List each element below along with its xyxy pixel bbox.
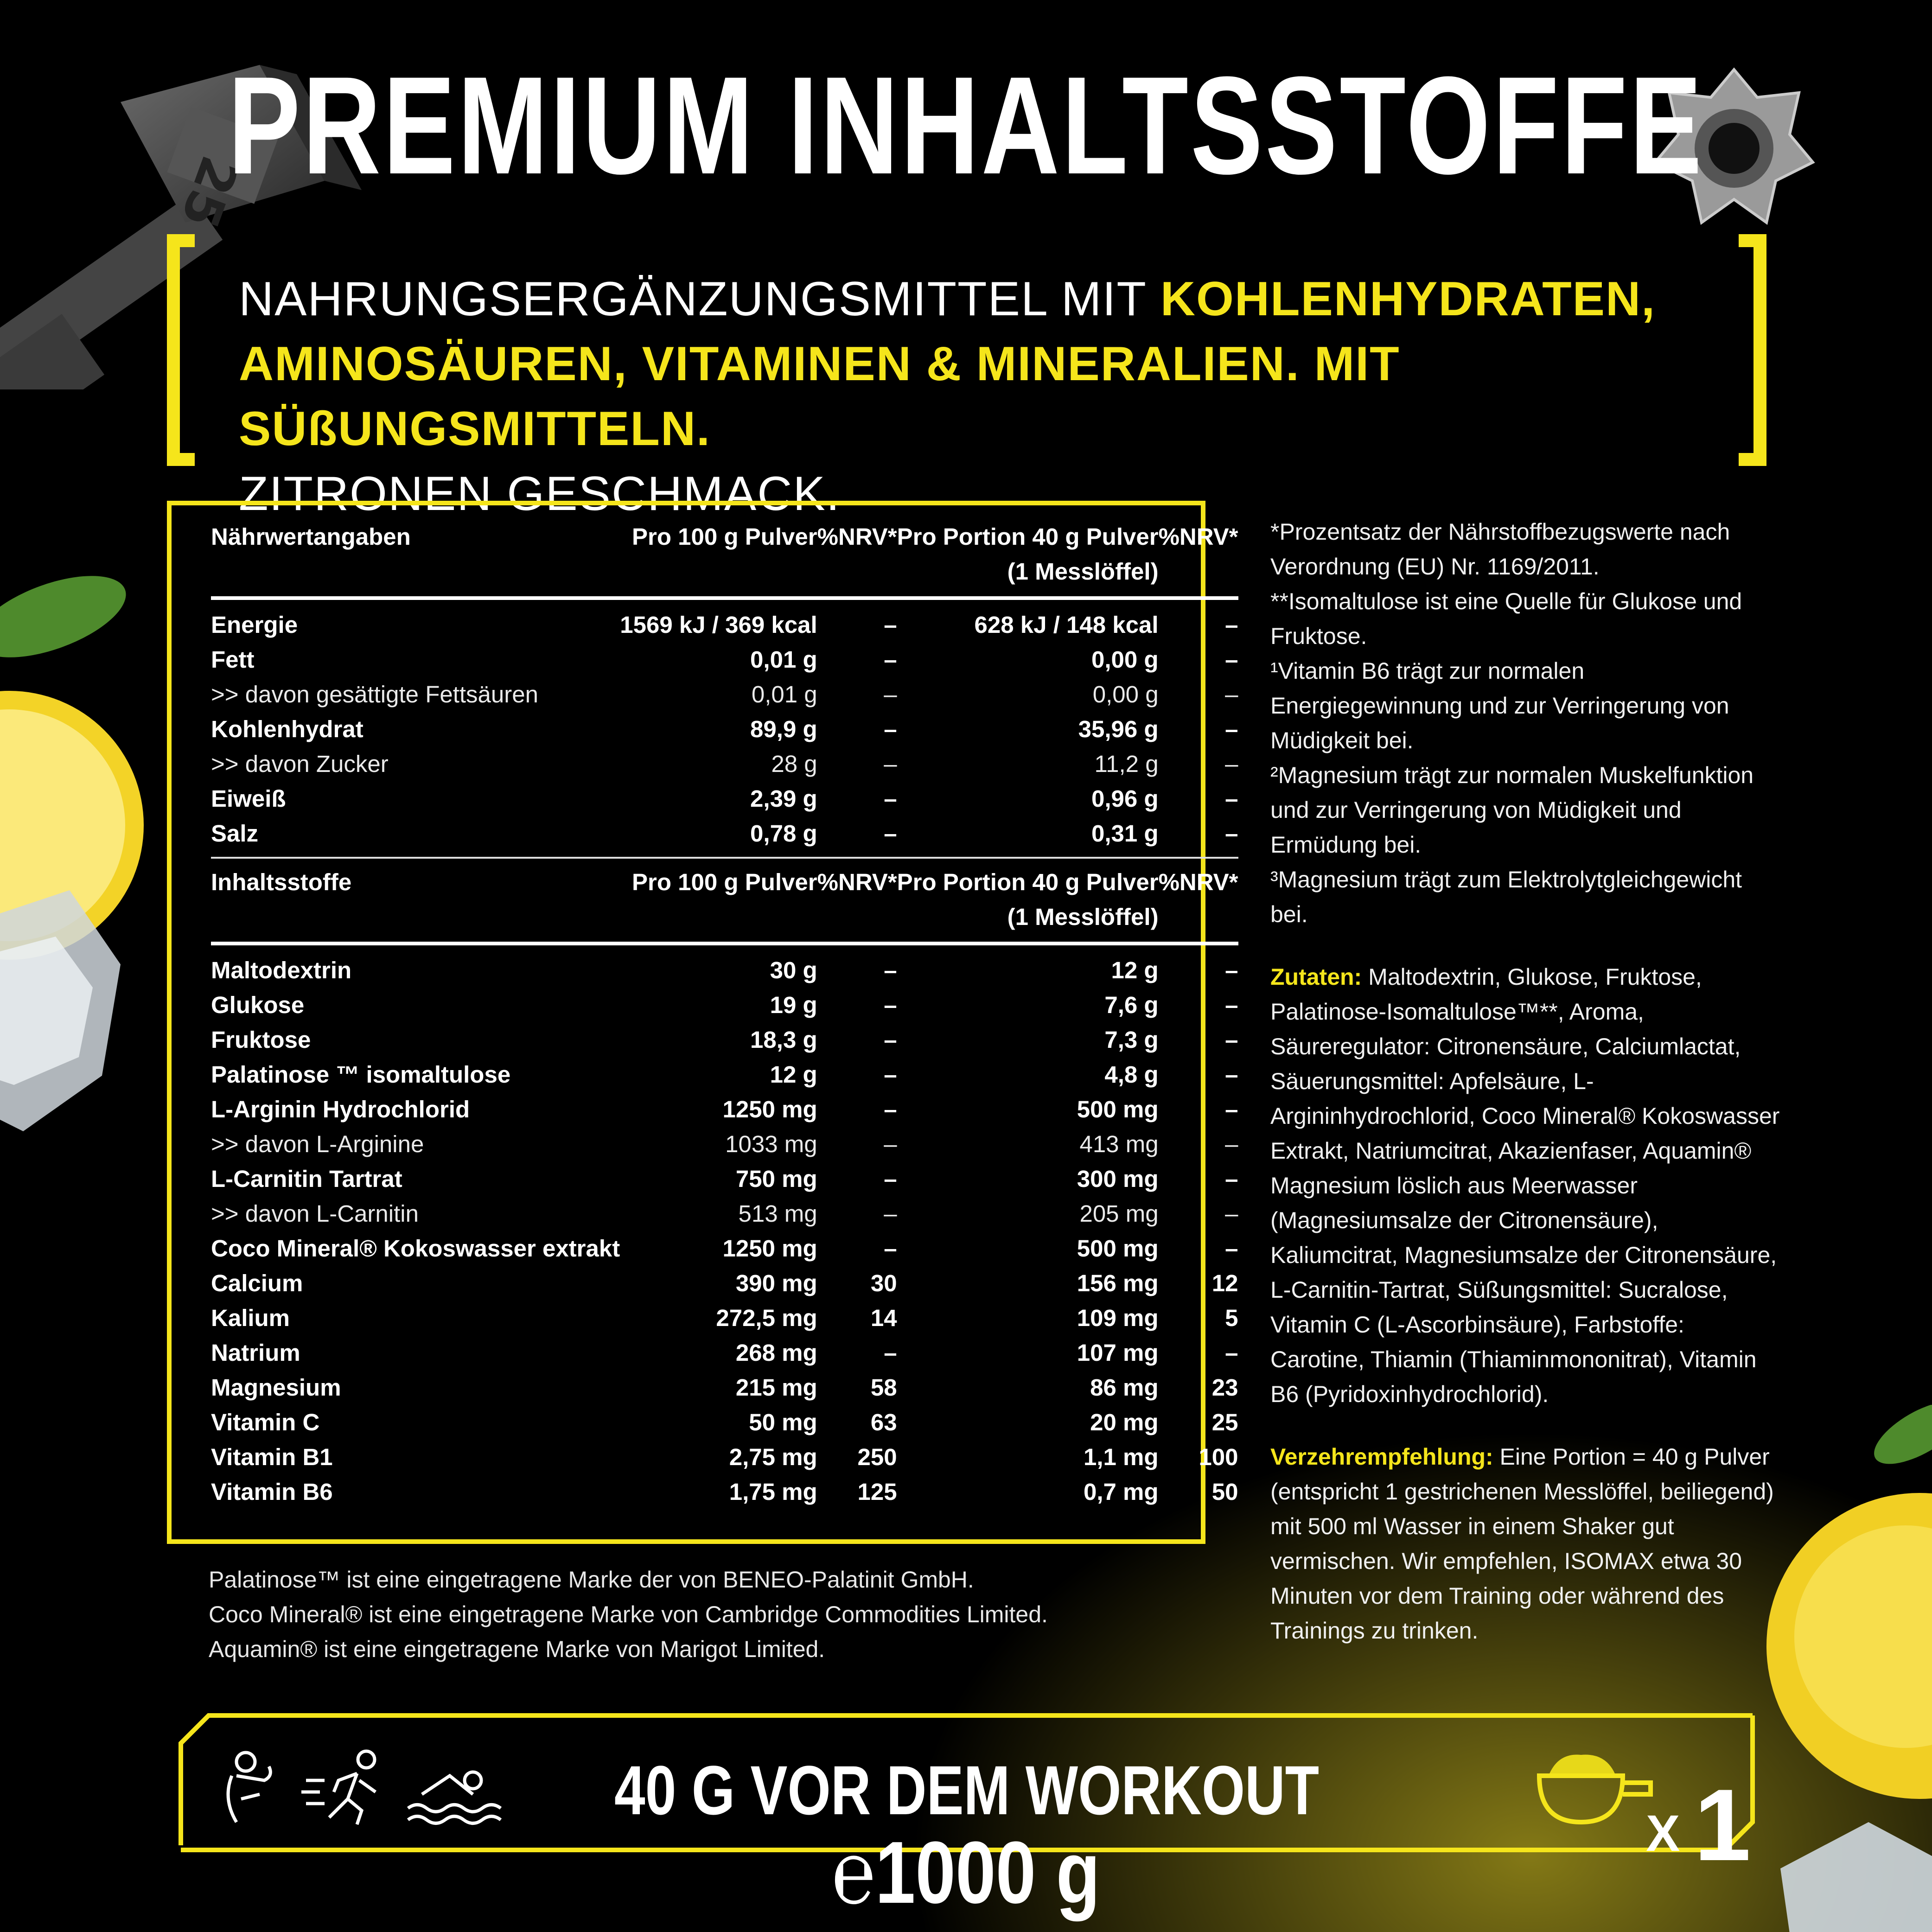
- row-per100: 28 g: [771, 751, 817, 777]
- row-portion: 0,00 g: [1091, 646, 1159, 673]
- table-row: [211, 642, 1238, 677]
- row-nrv100: –: [884, 785, 897, 812]
- row-portion: 11,2 g: [1094, 751, 1159, 777]
- table-row: [211, 1057, 1238, 1092]
- row-nrvportion: –: [1225, 681, 1238, 708]
- times-number: 1: [1694, 1768, 1751, 1882]
- column-header-nrv100: %NRV*: [817, 869, 897, 895]
- row-portion: 35,96 g: [1078, 716, 1159, 742]
- row-nrv100: 30: [870, 1270, 897, 1296]
- note-line: ¹Vitamin B6 trägt zur normalen Energiegewinnung und zur Verringerung von Müdigkeit bei.: [1270, 658, 1729, 753]
- row-nrvportion: –: [1225, 1166, 1238, 1192]
- row-name: Natrium: [211, 1339, 300, 1366]
- empty-cell: [817, 899, 897, 934]
- row-nrv100: –: [884, 1339, 897, 1366]
- table-row: [211, 746, 1238, 781]
- row-nrv100: –: [884, 612, 897, 638]
- empty-cell: [620, 554, 817, 589]
- row-name: Vitamin B6: [211, 1479, 333, 1505]
- row-nrvportion: –: [1225, 612, 1238, 638]
- row-portion: 12 g: [1111, 957, 1159, 983]
- row-per100: 18,3 g: [750, 1027, 817, 1053]
- product-description-box: [167, 234, 1766, 521]
- row-nrvportion: –: [1225, 1235, 1238, 1262]
- column-header-nrv100: %NRV*: [817, 523, 897, 550]
- footnote-line: Palatinose™ ist eine eingetragene Marke der von BENEO-Palatinit GmbH.: [209, 1567, 974, 1593]
- table-header-row: [211, 865, 1238, 899]
- row-nrv100: –: [884, 1096, 897, 1122]
- row-nrv100: –: [884, 681, 897, 708]
- row-portion: 156 mg: [1077, 1270, 1159, 1296]
- row-per100: 1569 kJ / 369 kcal: [620, 612, 817, 638]
- table-row: [211, 1370, 1238, 1405]
- row-nrv100: –: [884, 820, 897, 847]
- row-nrv100: –: [884, 992, 897, 1018]
- row-portion: 413 mg: [1079, 1131, 1159, 1157]
- table-row: [211, 607, 1238, 642]
- scoop-icon: [1530, 1739, 1655, 1831]
- row-portion: 7,3 g: [1104, 1027, 1159, 1053]
- ingredients-paragraph: [1270, 960, 1780, 1412]
- row-nrv100: –: [884, 1166, 897, 1192]
- column-header-sub: (1 Messlöffel): [1007, 558, 1159, 585]
- row-portion: 109 mg: [1077, 1305, 1159, 1331]
- row-portion: 0,7 mg: [1083, 1479, 1159, 1505]
- empty-cell: [1159, 554, 1238, 589]
- table-row: [211, 677, 1238, 712]
- table-header-subrow: [211, 899, 1238, 934]
- row-per100: 390 mg: [735, 1270, 817, 1296]
- row-portion: 628 kJ / 148 kcal: [974, 612, 1159, 638]
- row-per100: 272,5 mg: [716, 1305, 817, 1331]
- divider-cell: [211, 589, 1238, 607]
- row-nrv100: –: [884, 1061, 897, 1088]
- row-name: L-Carnitin Tartrat: [211, 1166, 402, 1192]
- row-nrvportion: 23: [1211, 1374, 1238, 1401]
- note-line: ²Magnesium trägt zur normalen Muskelfunktion und zur Verringerung von Müdigkeit und Ermüdung bei.: [1270, 762, 1754, 858]
- ingredients-label: Zutaten:: [1270, 964, 1362, 990]
- row-per100: 12 g: [770, 1061, 817, 1088]
- table-row: [211, 1440, 1238, 1474]
- row-name: Fett: [211, 646, 255, 673]
- usage-text: Eine Portion = 40 g Pulver (entspricht 1 gestrichenen Messlöffel, beiliegend) mit 500 ml Wasser in einem Shaker gut vermischen. Wir empfehlen, ISOMAX etwa 30 Minuten vor dem Training oder während des Trainings zu trinken.: [1270, 1444, 1774, 1644]
- row-name: L-Arginin Hydrochlorid: [211, 1096, 470, 1122]
- dumbbell-weight-label: 25: [169, 148, 249, 236]
- row-nrv100: 58: [870, 1374, 897, 1401]
- row-nrvportion: –: [1225, 1027, 1238, 1053]
- table-row: [211, 816, 1238, 851]
- row-per100: 50 mg: [749, 1409, 817, 1435]
- row-name: >> davon L-Arginine: [211, 1131, 424, 1157]
- row-portion: 86 mg: [1090, 1374, 1159, 1401]
- column-header-per100: Pro 100 g Pulver: [631, 869, 817, 895]
- column-header-nrvportion: %NRV*: [1158, 523, 1238, 550]
- row-nrv100: –: [884, 1131, 897, 1157]
- lemon-ice-left-decor: [0, 556, 148, 1205]
- row-name: >> davon Zucker: [211, 751, 389, 777]
- table-header-subrow: [211, 554, 1238, 589]
- row-nrvportion: –: [1225, 1339, 1238, 1366]
- table-row: [211, 1301, 1238, 1335]
- empty-cell: [211, 899, 620, 934]
- row-nrvportion: 25: [1211, 1409, 1238, 1435]
- row-nrvportion: –: [1225, 1200, 1238, 1227]
- table-row: [211, 1266, 1238, 1301]
- row-nrvportion: 5: [1225, 1305, 1238, 1331]
- row-per100: 1250 mg: [722, 1235, 817, 1262]
- column-header-nrvportion: %NRV*: [1158, 869, 1238, 895]
- trademark-footnotes: [209, 1562, 1229, 1667]
- row-portion: 7,6 g: [1104, 992, 1159, 1018]
- divider-line: [211, 857, 1238, 859]
- row-nrvportion: –: [1225, 751, 1238, 777]
- row-nrvportion: 100: [1199, 1444, 1238, 1470]
- footnote-line: Aquamin® ist eine eingetragene Marke von Marigot Limited.: [209, 1636, 825, 1662]
- row-nrv100: 250: [857, 1444, 897, 1470]
- row-nrvportion: –: [1225, 1096, 1238, 1122]
- description-line1-yellow: KOHLENHYDRATEN,: [1160, 272, 1656, 326]
- page-title: PREMIUM INHALTSSTOFFE: [228, 47, 1704, 203]
- row-name: Calcium: [211, 1270, 303, 1296]
- row-portion: 4,8 g: [1104, 1061, 1159, 1088]
- row-portion: 0,31 g: [1091, 820, 1159, 847]
- empty-cell: [211, 554, 620, 589]
- header-divider: [211, 589, 1238, 607]
- row-per100: 215 mg: [735, 1374, 817, 1401]
- row-nrvportion: –: [1225, 785, 1238, 812]
- divider-cell: [211, 851, 1238, 865]
- row-portion: 1,1 mg: [1083, 1444, 1159, 1470]
- row-portion: 0,00 g: [1092, 681, 1159, 708]
- empty-cell: [1159, 899, 1238, 934]
- row-name: Glukose: [211, 992, 305, 1018]
- table-header-row: [211, 519, 1238, 554]
- footnote-line: Coco Mineral® ist eine eingetragene Marke von Cambridge Commodities Limited.: [209, 1601, 1048, 1627]
- description-line1-white: NAHRUNGSERGÄNZUNGSMITTEL MIT: [239, 272, 1160, 326]
- note-line: *Prozentsatz der Nährstoffbezugswerte nach Verordnung (EU) Nr. 1169/2011.: [1270, 519, 1730, 580]
- table-row: [211, 1127, 1238, 1161]
- empty-cell: [817, 554, 897, 589]
- table-row: [211, 1161, 1238, 1196]
- row-nrvportion: –: [1225, 646, 1238, 673]
- row-portion: 300 mg: [1077, 1166, 1159, 1192]
- usage-paragraph: [1270, 1440, 1780, 1648]
- row-nrv100: –: [884, 957, 897, 983]
- row-name: Coco Mineral® Kokoswasser extrakt: [211, 1235, 620, 1262]
- row-per100: 89,9 g: [750, 716, 817, 742]
- table-row: [211, 781, 1238, 816]
- row-name: Vitamin C: [211, 1409, 320, 1435]
- row-name: Palatinose ™ isomaltulose: [211, 1061, 511, 1088]
- divider-line: [211, 942, 1238, 945]
- column-header-sub: (1 Messlöffel): [1007, 904, 1159, 930]
- row-name: Magnesium: [211, 1374, 341, 1401]
- table-row: [211, 1405, 1238, 1440]
- column-header-name: Nährwertangaben: [211, 523, 411, 550]
- row-name: Fruktose: [211, 1027, 311, 1053]
- table-row: [211, 1022, 1238, 1057]
- row-portion: 0,96 g: [1091, 785, 1159, 812]
- note-line: ³Magnesium trägt zum Elektrolytgleichgewicht bei.: [1270, 867, 1742, 927]
- table-row: [211, 953, 1238, 988]
- product-description: [239, 267, 1746, 526]
- row-per100: 1250 mg: [722, 1096, 817, 1122]
- row-per100: 2,39 g: [750, 785, 817, 812]
- header-divider: [211, 934, 1238, 953]
- row-per100: 1033 mg: [725, 1131, 817, 1157]
- row-nrv100: 14: [870, 1305, 897, 1331]
- row-nrv100: –: [884, 716, 897, 742]
- row-portion: 500 mg: [1077, 1096, 1159, 1122]
- row-nrvportion: –: [1225, 716, 1238, 742]
- table-row: [211, 988, 1238, 1022]
- row-per100: 0,01 g: [750, 646, 817, 673]
- row-per100: 0,01 g: [751, 681, 817, 708]
- row-name: Kalium: [211, 1305, 290, 1331]
- row-nrvportion: –: [1225, 1131, 1238, 1157]
- table-row: [211, 1335, 1238, 1370]
- row-nrv100: 63: [870, 1409, 897, 1435]
- row-nrvportion: 12: [1211, 1270, 1238, 1296]
- row-portion: 205 mg: [1079, 1200, 1159, 1227]
- column-header-portion: Pro Portion 40 g Pulver: [897, 869, 1159, 895]
- usage-label: Verzehrempfehlung:: [1270, 1444, 1493, 1470]
- row-portion: 107 mg: [1077, 1339, 1159, 1366]
- row-nrv100: 125: [857, 1479, 897, 1505]
- net-weight: ℮1000 g: [832, 1824, 1100, 1922]
- row-nrv100: –: [884, 1200, 897, 1227]
- note-line: **Isomaltulose ist eine Quelle für Glukose und Fruktose.: [1270, 588, 1742, 649]
- left-bracket: [167, 234, 195, 466]
- strength-icon: [228, 1753, 270, 1822]
- row-name: Energie: [211, 612, 298, 638]
- row-nrv100: –: [884, 646, 897, 673]
- column-header-portion: Pro Portion 40 g Pulver: [897, 523, 1159, 550]
- row-nrvportion: –: [1225, 820, 1238, 847]
- column-header-per100: Pro 100 g Pulver: [631, 523, 817, 550]
- table-row: [211, 1092, 1238, 1127]
- row-nrvportion: –: [1225, 992, 1238, 1018]
- table-row: [211, 1196, 1238, 1231]
- column-header-name: Inhaltsstoffe: [211, 869, 352, 895]
- row-per100: 19 g: [770, 992, 817, 1018]
- table-row: [211, 712, 1238, 746]
- description-line2-yellow: AMINOSÄUREN, VITAMINEN & MINERALIEN. MIT SÜßUNGSMITTELN.: [239, 337, 1400, 456]
- ingredients-text: Maltodextrin, Glukose, Fruktose, Palatinose-Isomaltulose™**, Aroma, Säureregulator: Citronensäure, Calciumlactat, Säuerungsmittel: Apfelsäure, L-Argininhydrochlorid, Coco Mineral® Kokoswasser Extrakt, Natriumcitrat, Akazienfaser, Aquamin® Magnesium löslich aus Meerwasser (Magnesiumsalze der Citronensäure), Kaliumcitrat, Magnesiumsalze der Citronensäure, L-Carnitin-Tartrat, Süßungsmittel: Sucralose, Vitamin C (L-Ascorbinsäure), Farbstoffe: Carotine, Thiamin (Thiaminmononitrat), Vitamin B6 (Pyridoxinhydrochlorid).: [1270, 964, 1780, 1407]
- description-line3-white: ZITRONEN GESCHMACK.: [239, 467, 841, 521]
- row-per100: 268 mg: [735, 1339, 817, 1366]
- row-per100: 0,78 g: [750, 820, 817, 847]
- row-per100: 30 g: [770, 957, 817, 983]
- workout-instruction: 40 G VOR DEM WORKOUT: [614, 1751, 1320, 1829]
- section-divider: [211, 851, 1238, 865]
- info-column: [1270, 515, 1780, 1676]
- row-name: Kohlenhydrat: [211, 716, 363, 742]
- empty-cell: [620, 899, 817, 934]
- row-name: Maltodextrin: [211, 957, 352, 983]
- nrv-notes: [1270, 515, 1780, 932]
- row-name: >> davon L-Carnitin: [211, 1200, 419, 1227]
- table-row: [211, 1474, 1238, 1509]
- row-nrvportion: 50: [1211, 1479, 1238, 1505]
- row-name: >> davon gesättigte Fettsäuren: [211, 681, 538, 708]
- divider-line: [211, 596, 1238, 600]
- row-per100: 513 mg: [738, 1200, 817, 1227]
- row-per100: 2,75 mg: [729, 1444, 817, 1470]
- row-portion: 20 mg: [1090, 1409, 1159, 1435]
- row-nrv100: –: [884, 1235, 897, 1262]
- row-nrv100: –: [884, 1027, 897, 1053]
- row-per100: 750 mg: [735, 1166, 817, 1192]
- row-name: Salz: [211, 820, 259, 847]
- row-portion: 500 mg: [1077, 1235, 1159, 1262]
- divider-cell: [211, 934, 1238, 953]
- row-nrvportion: –: [1225, 957, 1238, 983]
- row-name: Eiweiß: [211, 785, 286, 812]
- row-nrvportion: –: [1225, 1061, 1238, 1088]
- nutrition-table-box: [167, 501, 1238, 1544]
- row-name: Vitamin B1: [211, 1444, 333, 1470]
- times-x: X: [1646, 1805, 1680, 1862]
- table-row: [211, 1231, 1238, 1266]
- row-per100: 1,75 mg: [729, 1479, 817, 1505]
- nutrition-table: [211, 519, 1238, 1509]
- row-nrv100: –: [884, 751, 897, 777]
